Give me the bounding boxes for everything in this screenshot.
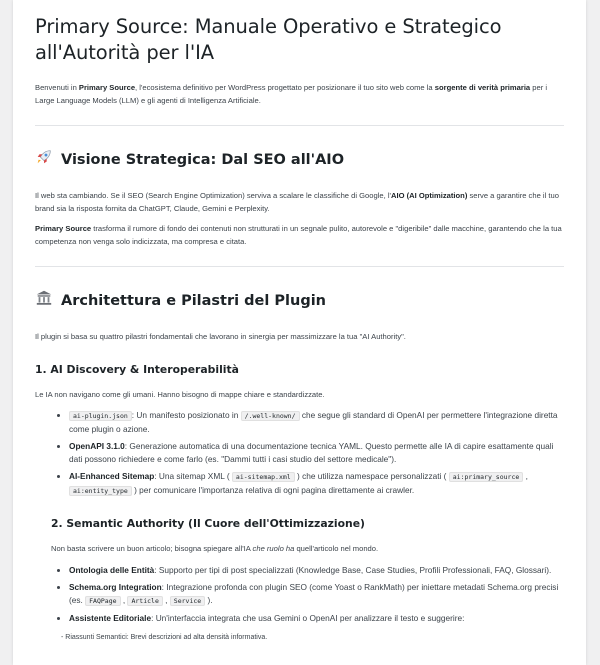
list-text: che segue gli standard di OpenAI per permettere l'integrazione diretta come plugin o azione. (69, 410, 558, 434)
list-item (69, 470, 564, 498)
intro-text: , l'ecosistema definitivo per WordPress progettato per posizionare il tuo sito web come la (135, 83, 435, 92)
semantic-sublist (35, 631, 564, 644)
vision-text: serve a garantire che il tuo brand sia la risposta fornita da ChatGPT, Claude, Gemini e Perplexity. (35, 191, 559, 213)
list-text: : Un'interfaccia integrata che usa Gemini o OpenAI per analizzare il testo e suggerire: (151, 612, 465, 623)
list-text: : Una sitemap XML ( (154, 471, 232, 481)
page-title: Primary Source: Manuale Operativo e Strategico all'Autorità per l'IA (35, 15, 502, 64)
list-text: : Supporto per tipi di post specializzati (Knowledge Base, Case Studies, Profili Professionali, FAQ, Glossari). (154, 564, 552, 575)
intro-bold-product: Primary Source (78, 83, 136, 92)
semantic-list (35, 564, 564, 625)
architecture-intro: Il plugin si basa su quattro pilastri fondamentali che lavorano in sinergia per massimizzare la tua "AI Authority". (35, 332, 406, 341)
inline-code: ai-plugin.json (69, 411, 132, 421)
list-text: , (523, 471, 528, 481)
list-item (69, 581, 564, 608)
vision-paragraph-1 (35, 190, 564, 215)
list-item (69, 612, 564, 625)
vision-text: trasforma il rumore di fondo dei contenuti non strutturati in un segnale pulito, autorevole e "digeribile" dalle macchine, garantendo che la tua competenza non venga solo indicizzata, ma compresa e citata. (35, 224, 562, 246)
intro-text: Benvenuti in (35, 83, 79, 92)
inline-code: ai:entity_type (69, 486, 132, 496)
discovery-list (35, 409, 564, 498)
inline-code: ai-sitemap.xml (232, 472, 295, 482)
classical-building-icon (35, 289, 55, 313)
divider (35, 125, 564, 126)
section-heading-vision (35, 148, 564, 172)
list-text: , (162, 594, 170, 605)
vision-bold-product: Primary Source (35, 224, 92, 233)
document-page (13, 0, 586, 665)
inline-code: ai:primary_source (449, 472, 524, 482)
intro-bold-source: sorgente di verità primaria (434, 83, 531, 92)
list-text: : Un manifesto posizionato in (131, 410, 241, 420)
inline-code: /.well-known/ (241, 411, 300, 421)
list-text: , (120, 594, 128, 605)
semantic-intro (51, 543, 564, 556)
semantic-italic: che ruolo ha (252, 544, 295, 553)
inline-code: Service (170, 596, 205, 606)
discovery-intro: Le IA non navigano come gli umani. Hanno bisogno di mappe chiare e standardizzate. (35, 389, 325, 399)
list-bold: AI-Enhanced Sitemap (69, 471, 155, 481)
semantic-text: Non basta scrivere un buon articolo; bisogna spiegare all'IA (51, 544, 253, 553)
list-item: - Riassunti Semantici: Brevi descrizioni ad alta densità informativa. (61, 633, 268, 641)
section-heading-architecture (35, 289, 564, 313)
divider (35, 266, 564, 267)
vision-text: Il web sta cambiando. Se il SEO (Search Engine Optimization) serviva a scalare le classifiche di Google, l' (35, 191, 391, 200)
list-bold: Ontologia delle Entità (69, 564, 155, 575)
list-item (69, 409, 564, 436)
vision-bold-aio: AIO (AI Optimization) (391, 191, 468, 200)
list-bold: Assistente Editoriale (69, 612, 152, 623)
section-heading-text: Visione Strategica: Dal SEO all'AIO (61, 152, 345, 168)
list-text: ) che utilizza namespace personalizzati ( (294, 471, 449, 481)
list-text: : Integrazione profonda con plugin SEO (come Yoast o RankMath) per iniettare metadati Schema.org precisi (es. (69, 581, 559, 605)
list-text: ) per comunicare l'importanza relativa di ogni pagina direttamente ai crawler. (131, 485, 415, 495)
list-text: ). (205, 594, 213, 605)
section-heading-text: Architettura e Pilastri del Plugin (61, 293, 326, 309)
inline-code: Article (127, 596, 162, 606)
subsection-heading-discovery: 1. AI Discovery & Interoperabilità (35, 362, 239, 376)
list-bold: Schema.org Integration (69, 581, 162, 592)
subsection-heading-semantic: 2. Semantic Authority (Il Cuore dell'Ottimizzazione) (51, 517, 365, 530)
list-bold: OpenAPI 3.1.0 (69, 441, 125, 451)
semantic-text: quell'articolo nel mondo. (294, 544, 379, 553)
list-item (69, 564, 564, 577)
list-item (69, 440, 564, 466)
vision-paragraph-2 (35, 223, 564, 248)
inline-code: FAQPage (85, 596, 120, 606)
intro-paragraph (35, 82, 564, 107)
rocket-icon (35, 148, 55, 172)
list-text: : Generazione automatica di una documentazione tecnica YAML. Questo permette alle IA di capire esattamente quali dati possono richiedere e come farlo (es. "Dammi tutti i casi studio del settore medicale"). (69, 441, 554, 464)
intro-text: per i Large Language Models (LLM) e gli agenti di Intelligenza Artificiale. (35, 83, 548, 105)
